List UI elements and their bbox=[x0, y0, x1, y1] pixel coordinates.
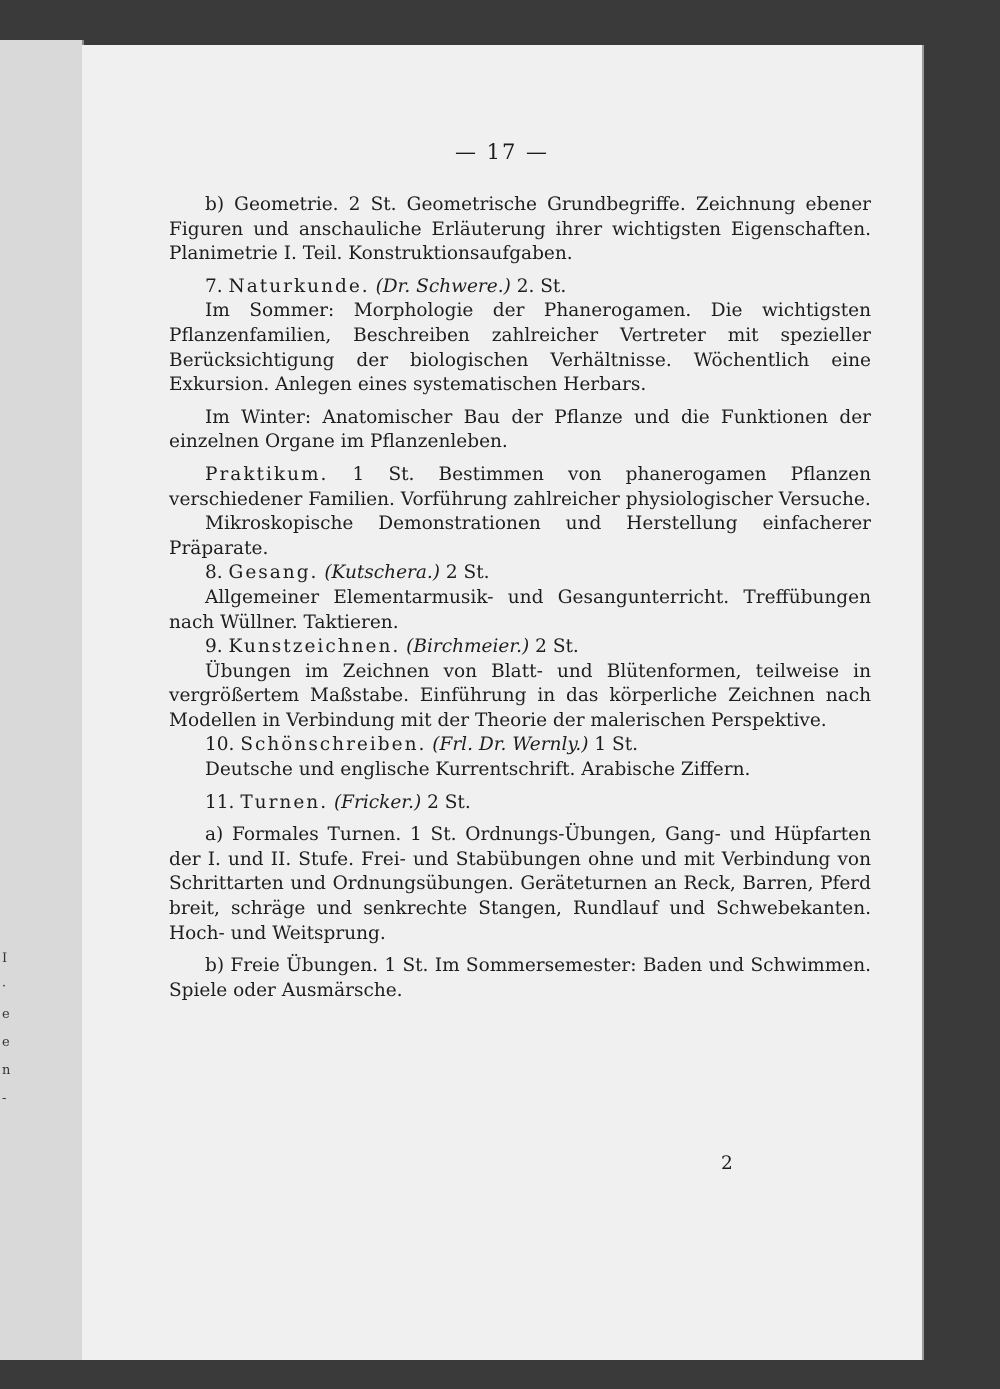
turnen-freie: b) Freie Übungen. 1 St. Im Sommersemester: Baden und Schwimmen. Spiele oder Ausmärsche. bbox=[169, 955, 871, 1001]
naturkunde-mikroskopie: Mikroskopische Demonstrationen und Herstellung einfacherer Präparate. bbox=[169, 513, 871, 559]
kunstzeichnen-heading: 9. Kunstzeichnen. (Birchmeier.) 2 St. bbox=[205, 636, 579, 658]
document-page bbox=[82, 45, 922, 1360]
signature-mark: 2 bbox=[721, 1153, 733, 1174]
naturkunde-heading: 7. Naturkunde. (Dr. Schwere.) 2. St. bbox=[205, 275, 567, 297]
naturkunde-praktikum: Praktikum. 1 St. Bestimmen von phanerogamen Pflanzen verschiedener Familien. Vorführung zahlreicher physiologischer Versuche. bbox=[169, 463, 871, 510]
naturkunde-sommer: Im Sommer: Morphologie der Phanerogamen. Die wichtigsten Pflanzenfamilien, Beschreiben zahlreicher Vertreter mit spezieller Berücksichtigung der biologischen Verhältnisse. Wöchentlich eine Exkursion. Anlegen eines systematischen Herbars. bbox=[169, 300, 871, 396]
schoenschreiben-text: Deutsche und englische Kurrentschrift. Arabische Ziffern. bbox=[205, 759, 751, 781]
facing-page-edge bbox=[0, 40, 84, 1360]
gesang-text: Allgemeiner Elementarmusik- und Gesangunterricht. Treffübungen nach Wüllner. Taktieren. bbox=[169, 586, 871, 633]
facing-page-marks: I · e e n - bbox=[2, 951, 11, 1106]
kunstzeichnen-text: Übungen im Zeichnen von Blatt- und Blütenformen, teilweise in vergrößertem Maßstabe. Einführung in das körperliche Zeichnen nach Modellen in Verbindung mit der Theorie der malerischen Perspektive. bbox=[169, 660, 871, 731]
naturkunde-winter: Im Winter: Anatomischer Bau der Pflanze und die Funktionen der einzelnen Organe im Pflanzenleben. bbox=[169, 406, 871, 453]
schoenschreiben-heading: 10. Schönschreiben. (Frl. Dr. Wernly.) 1 St. bbox=[205, 734, 639, 756]
turnen-formales: a) Formales Turnen. 1 St. Ordnungs-Übungen, Gang- und Hüpfarten der I. und II. Stufe. Frei- und Stabübungen ohne und mit Verbindung von Schrittarten und Ordnungsübungen. Geräteturnen an Reck, Barren, Pferd breit, schräge und senkrechte Stangen, Rundlauf und Schwebekanten. Hoch- und Weitsprung. bbox=[169, 824, 871, 944]
gesang-heading: 8. Gesang. (Kutschera.) 2 St. bbox=[205, 562, 490, 584]
page-body bbox=[169, 193, 871, 1003]
page-number: — 17 — bbox=[454, 140, 550, 164]
geometrie-paragraph: b) Geometrie. 2 St. Geometrische Grundbegriffe. Zeichnung ebener Figuren und anschauliche Erläuterung ihrer wichtigsten Eigenschaften. Planimetrie I. Teil. Konstruktionsaufgaben. bbox=[169, 194, 871, 265]
turnen-heading: 11. Turnen. (Fricker.) 2 St. bbox=[205, 791, 471, 813]
